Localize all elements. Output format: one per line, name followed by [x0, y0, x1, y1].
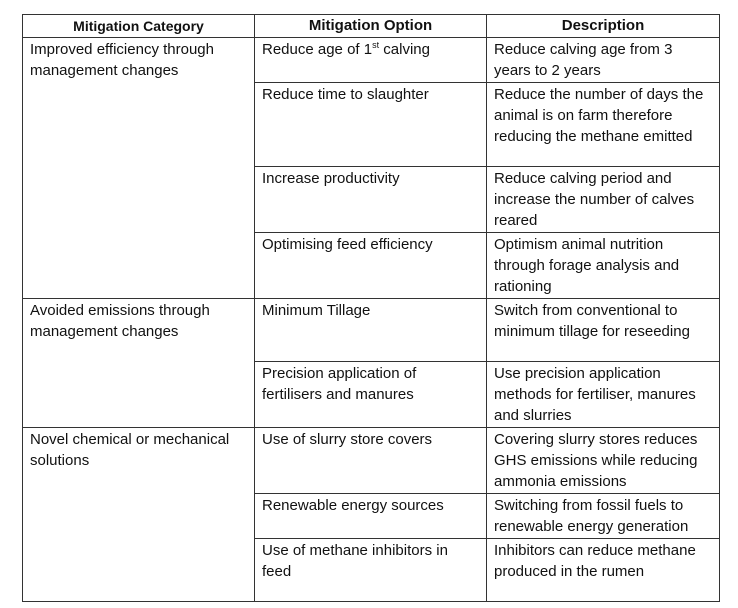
category-cell: Improved efficiency through management changes — [23, 38, 255, 299]
option-cell: Optimising feed efficiency — [255, 233, 487, 299]
table-row — [23, 428, 720, 494]
description-cell: Inhibitors can reduce methane produced in the rumen — [487, 539, 720, 602]
description-cell: Reduce calving age from 3 years to 2 years — [487, 38, 720, 83]
table-row — [23, 38, 720, 83]
option-cell: Renewable energy sources — [255, 494, 487, 539]
description-cell: Reduce the number of days the animal is on farm therefore reducing the methane emitted — [487, 83, 720, 167]
header-row — [23, 15, 720, 38]
option-cell: Reduce age of 1st calving — [255, 38, 487, 83]
option-cell: Precision application of fertilisers and manures — [255, 362, 487, 428]
option-cell: Use of methane inhibitors in feed — [255, 539, 487, 602]
category-cell: Novel chemical or mechanical solutions — [23, 428, 255, 602]
option-cell: Use of slurry store covers — [255, 428, 487, 494]
description-cell: Use precision application methods for fertiliser, manures and slurries — [487, 362, 720, 428]
mitigation-table — [22, 14, 720, 602]
header-mitigation-category: Mitigation Category — [23, 15, 255, 38]
description-cell: Reduce calving period and increase the number of calves reared — [487, 167, 720, 233]
description-cell: Switching from fossil fuels to renewable energy generation — [487, 494, 720, 539]
category-cell: Avoided emissions through management changes — [23, 299, 255, 428]
option-cell: Increase productivity — [255, 167, 487, 233]
header-mitigation-option: Mitigation Option — [255, 15, 487, 38]
option-cell: Minimum Tillage — [255, 299, 487, 362]
option-cell: Reduce time to slaughter — [255, 83, 487, 167]
description-cell: Optimism animal nutrition through forage analysis and rationing — [487, 233, 720, 299]
header-description: Description — [487, 15, 720, 38]
description-cell: Switch from conventional to minimum tillage for reseeding — [487, 299, 720, 362]
description-cell: Covering slurry stores reduces GHS emissions while reducing ammonia emissions — [487, 428, 720, 494]
table-row — [23, 299, 720, 362]
